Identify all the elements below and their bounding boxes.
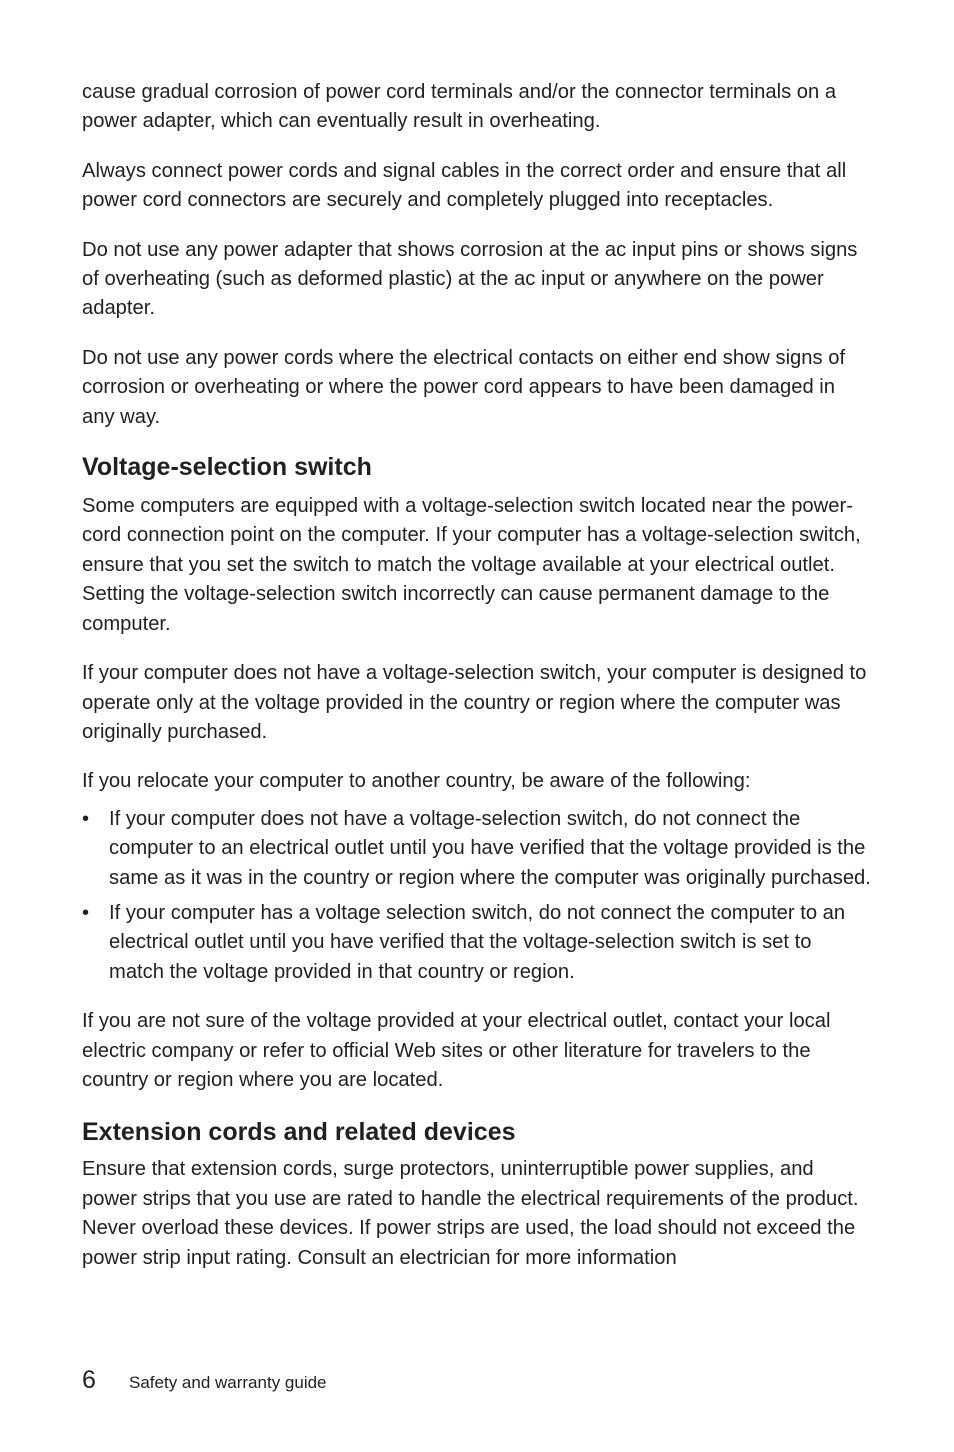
- page-footer: [82, 1366, 327, 1395]
- intro-paragraph: Always connect power cords and signal cables in the correct order and ensure that all power cord connectors are securely and completely plugged into receptacles.: [82, 159, 847, 212]
- document-page: [82, 78, 872, 1273]
- footer-title: Safety and warranty guide: [129, 1373, 327, 1392]
- bullet-icon: •: [82, 901, 90, 924]
- page-number: 6: [82, 1366, 96, 1394]
- section-heading-extension: Extension cords and related devices: [82, 1118, 516, 1147]
- voltage-paragraph: If you relocate your computer to another country, be aware of the following:: [82, 770, 751, 793]
- extension-paragraph: Ensure that extension cords, surge protectors, uninterruptible power supplies, and power strips that you use are rated to handle the electrical requirements of the product. Never overload these devices. If power strips are used, the load should not exceed the power strip input rating. Consult an electrician for more information: [82, 1158, 859, 1269]
- voltage-paragraph: Some computers are equipped with a voltage-selection switch located near the power-cord connection point on the computer. If your computer has a voltage-selection switch, ensure that you set the switch to match the voltage available at your electrical outlet. Setting the voltage-selection switch incorrectly can cause permanent damage to the computer.: [82, 495, 861, 635]
- bullet-icon: •: [82, 807, 90, 830]
- voltage-paragraph: If your computer does not have a voltage-selection switch, your computer is designed to operate only at the voltage provided in the country or region where the computer was originally purchased.: [82, 662, 867, 743]
- list-item-text: If your computer has a voltage selection switch, do not connect the computer to an electrical outlet until you have verified that the voltage-selection switch is set to match the voltage provided in that country or region.: [109, 901, 846, 983]
- list-item: [82, 805, 872, 893]
- intro-paragraph: Do not use any power adapter that shows corrosion at the ac input pins or shows signs of overheating (such as deformed plastic) at the ac input or anywhere on the power adapter.: [82, 238, 858, 320]
- voltage-closing-paragraph: If you are not sure of the voltage provided at your electrical outlet, contact your local electric company or refer to official Web sites or other literature for travelers to the country or region where you are located.: [82, 1010, 831, 1091]
- voltage-bullet-list: [82, 805, 872, 987]
- section-heading-voltage: Voltage-selection switch: [82, 453, 372, 482]
- intro-paragraph: Do not use any power cords where the electrical contacts on either end show signs of corrosion or overheating or where the power cord appears to have been damaged in any way.: [82, 346, 846, 428]
- list-item: [82, 899, 872, 987]
- list-item-text: If your computer does not have a voltage-selection switch, do not connect the computer to an electrical outlet until you have verified that the voltage provided is the same as it was in the country or region where the computer was originally purchased.: [109, 807, 871, 889]
- intro-paragraph: cause gradual corrosion of power cord terminals and/or the connector terminals on a power adapter, which can eventually result in overheating.: [82, 81, 837, 133]
